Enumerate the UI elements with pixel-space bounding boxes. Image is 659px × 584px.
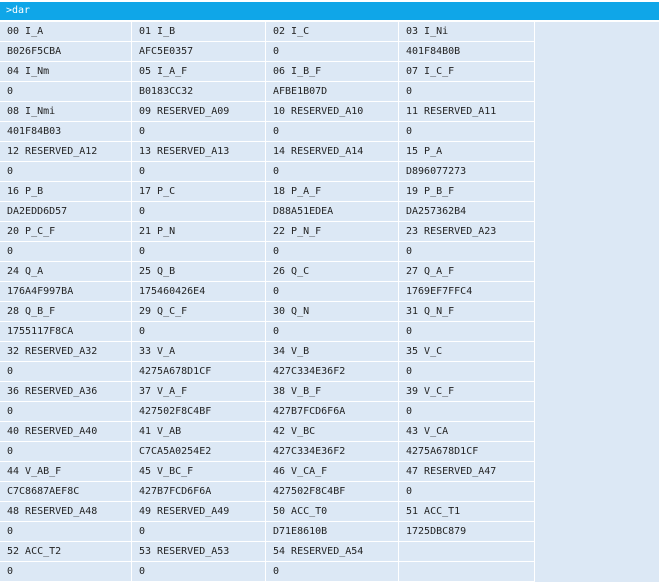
register-value-cell: 0	[399, 402, 535, 422]
command-prompt-line[interactable]: >dar	[0, 2, 659, 20]
register-name-cell: 01 I_B	[132, 22, 266, 42]
register-value-cell: AFC5E0357	[132, 42, 266, 62]
register-value-cell: 0	[132, 122, 266, 142]
register-value-cell: 0	[0, 162, 132, 182]
register-value-cell: 0	[132, 522, 266, 542]
register-grid	[0, 22, 659, 582]
register-name-cell: 26 Q_C	[266, 262, 399, 282]
register-name-cell: 02 I_C	[266, 22, 399, 42]
register-value-cell: B026F5CBA	[0, 42, 132, 62]
register-name-cell: 53 RESERVED_A53	[132, 542, 266, 562]
register-value-cell: 427B7FCD6F6A	[266, 402, 399, 422]
register-value-cell: 0	[266, 122, 399, 142]
register-value-cell: 0	[0, 242, 132, 262]
register-value-cell: 0	[399, 122, 535, 142]
register-value-cell: 0	[0, 362, 132, 382]
register-name-cell: 37 V_A_F	[132, 382, 266, 402]
register-name-cell: 30 Q_N	[266, 302, 399, 322]
register-name-cell: 21 P_N	[132, 222, 266, 242]
register-value-cell: D88A51EDEA	[266, 202, 399, 222]
register-name-cell: 14 RESERVED_A14	[266, 142, 399, 162]
register-name-cell	[399, 542, 535, 562]
register-value-cell: 0	[266, 242, 399, 262]
register-value-cell: 0	[0, 562, 132, 582]
register-value-cell: 1769EF7FFC4	[399, 282, 535, 302]
register-name-cell: 29 Q_C_F	[132, 302, 266, 322]
register-value-cell	[399, 562, 535, 582]
register-value-cell: 0	[0, 82, 132, 102]
register-name-cell: 46 V_CA_F	[266, 462, 399, 482]
register-value-cell: 0	[266, 42, 399, 62]
register-name-cell: 24 Q_A	[0, 262, 132, 282]
register-value-cell: 0	[266, 562, 399, 582]
register-name-cell: 20 P_C_F	[0, 222, 132, 242]
register-name-cell: 22 P_N_F	[266, 222, 399, 242]
register-name-cell: 15 P_A	[399, 142, 535, 162]
register-name-cell: 42 V_BC	[266, 422, 399, 442]
register-value-cell: C7C8687AEF8C	[0, 482, 132, 502]
register-value-cell: 0	[132, 162, 266, 182]
register-name-cell: 31 Q_N_F	[399, 302, 535, 322]
register-value-cell: 1725DBC879	[399, 522, 535, 542]
register-name-cell: 06 I_B_F	[266, 62, 399, 82]
register-value-cell: 427C334E36F2	[266, 362, 399, 382]
register-name-cell: 35 V_C	[399, 342, 535, 362]
register-name-cell: 12 RESERVED_A12	[0, 142, 132, 162]
register-name-cell: 19 P_B_F	[399, 182, 535, 202]
register-value-cell: 4275A678D1CF	[132, 362, 266, 382]
register-value-cell: 0	[399, 322, 535, 342]
register-value-cell: 0	[132, 242, 266, 262]
register-name-cell: 41 V_AB	[132, 422, 266, 442]
register-name-cell: 48 RESERVED_A48	[0, 502, 132, 522]
register-value-cell: C7CA5A0254E2	[132, 442, 266, 462]
register-value-cell: 175460426E4	[132, 282, 266, 302]
register-value-cell: 0	[399, 482, 535, 502]
register-name-cell: 50 ACC_T0	[266, 502, 399, 522]
register-value-cell: DA257362B4	[399, 202, 535, 222]
register-value-cell: 401F84B03	[0, 122, 132, 142]
register-value-cell: 0	[0, 402, 132, 422]
register-name-cell: 00 I_A	[0, 22, 132, 42]
register-name-cell: 10 RESERVED_A10	[266, 102, 399, 122]
register-name-cell: 05 I_A_F	[132, 62, 266, 82]
register-value-cell: 0	[266, 322, 399, 342]
register-name-cell: 17 P_C	[132, 182, 266, 202]
register-value-cell: 427B7FCD6F6A	[132, 482, 266, 502]
register-name-cell: 34 V_B	[266, 342, 399, 362]
register-name-cell: 39 V_C_F	[399, 382, 535, 402]
register-value-cell: D71E8610B	[266, 522, 399, 542]
register-value-cell: 427502F8C4BF	[266, 482, 399, 502]
register-name-cell: 27 Q_A_F	[399, 262, 535, 282]
register-name-cell: 40 RESERVED_A40	[0, 422, 132, 442]
register-name-cell: 52 ACC_T2	[0, 542, 132, 562]
register-value-cell: 427C334E36F2	[266, 442, 399, 462]
register-value-cell: 427502F8C4BF	[132, 402, 266, 422]
register-name-cell: 25 Q_B	[132, 262, 266, 282]
register-name-cell: 44 V_AB_F	[0, 462, 132, 482]
register-name-cell: 38 V_B_F	[266, 382, 399, 402]
register-value-cell: 0	[132, 322, 266, 342]
register-name-cell: 49 RESERVED_A49	[132, 502, 266, 522]
register-name-cell: 07 I_C_F	[399, 62, 535, 82]
register-name-cell: 23 RESERVED_A23	[399, 222, 535, 242]
register-name-cell: 08 I_Nmi	[0, 102, 132, 122]
register-name-cell: 43 V_CA	[399, 422, 535, 442]
register-name-cell: 28 Q_B_F	[0, 302, 132, 322]
register-value-cell: 4275A678D1CF	[399, 442, 535, 462]
register-name-cell: 13 RESERVED_A13	[132, 142, 266, 162]
register-name-cell: 32 RESERVED_A32	[0, 342, 132, 362]
register-value-cell: 0	[399, 242, 535, 262]
register-value-cell: 0	[0, 442, 132, 462]
register-name-cell: 51 ACC_T1	[399, 502, 535, 522]
register-value-cell: 0	[266, 282, 399, 302]
register-name-cell: 36 RESERVED_A36	[0, 382, 132, 402]
register-name-cell: 11 RESERVED_A11	[399, 102, 535, 122]
register-name-cell: 47 RESERVED_A47	[399, 462, 535, 482]
register-value-cell: 176A4F997BA	[0, 282, 132, 302]
register-name-cell: 09 RESERVED_A09	[132, 102, 266, 122]
register-name-cell: 04 I_Nm	[0, 62, 132, 82]
register-name-cell: 03 I_Ni	[399, 22, 535, 42]
register-value-cell: DA2EDD6D57	[0, 202, 132, 222]
register-value-cell: 0	[399, 82, 535, 102]
register-name-cell: 16 P_B	[0, 182, 132, 202]
register-value-cell: 0	[132, 562, 266, 582]
register-name-cell: 33 V_A	[132, 342, 266, 362]
register-value-cell: B0183CC32	[132, 82, 266, 102]
register-value-cell: AFBE1B07D	[266, 82, 399, 102]
register-value-cell: 0	[266, 162, 399, 182]
register-value-cell: 401F84B0B	[399, 42, 535, 62]
register-name-cell: 54 RESERVED_A54	[266, 542, 399, 562]
register-value-cell: D896077273	[399, 162, 535, 182]
register-value-cell: 1755117F8CA	[0, 322, 132, 342]
register-name-cell: 45 V_BC_F	[132, 462, 266, 482]
register-value-cell: 0	[132, 202, 266, 222]
register-value-cell: 0	[399, 362, 535, 382]
register-name-cell: 18 P_A_F	[266, 182, 399, 202]
register-value-cell: 0	[0, 522, 132, 542]
